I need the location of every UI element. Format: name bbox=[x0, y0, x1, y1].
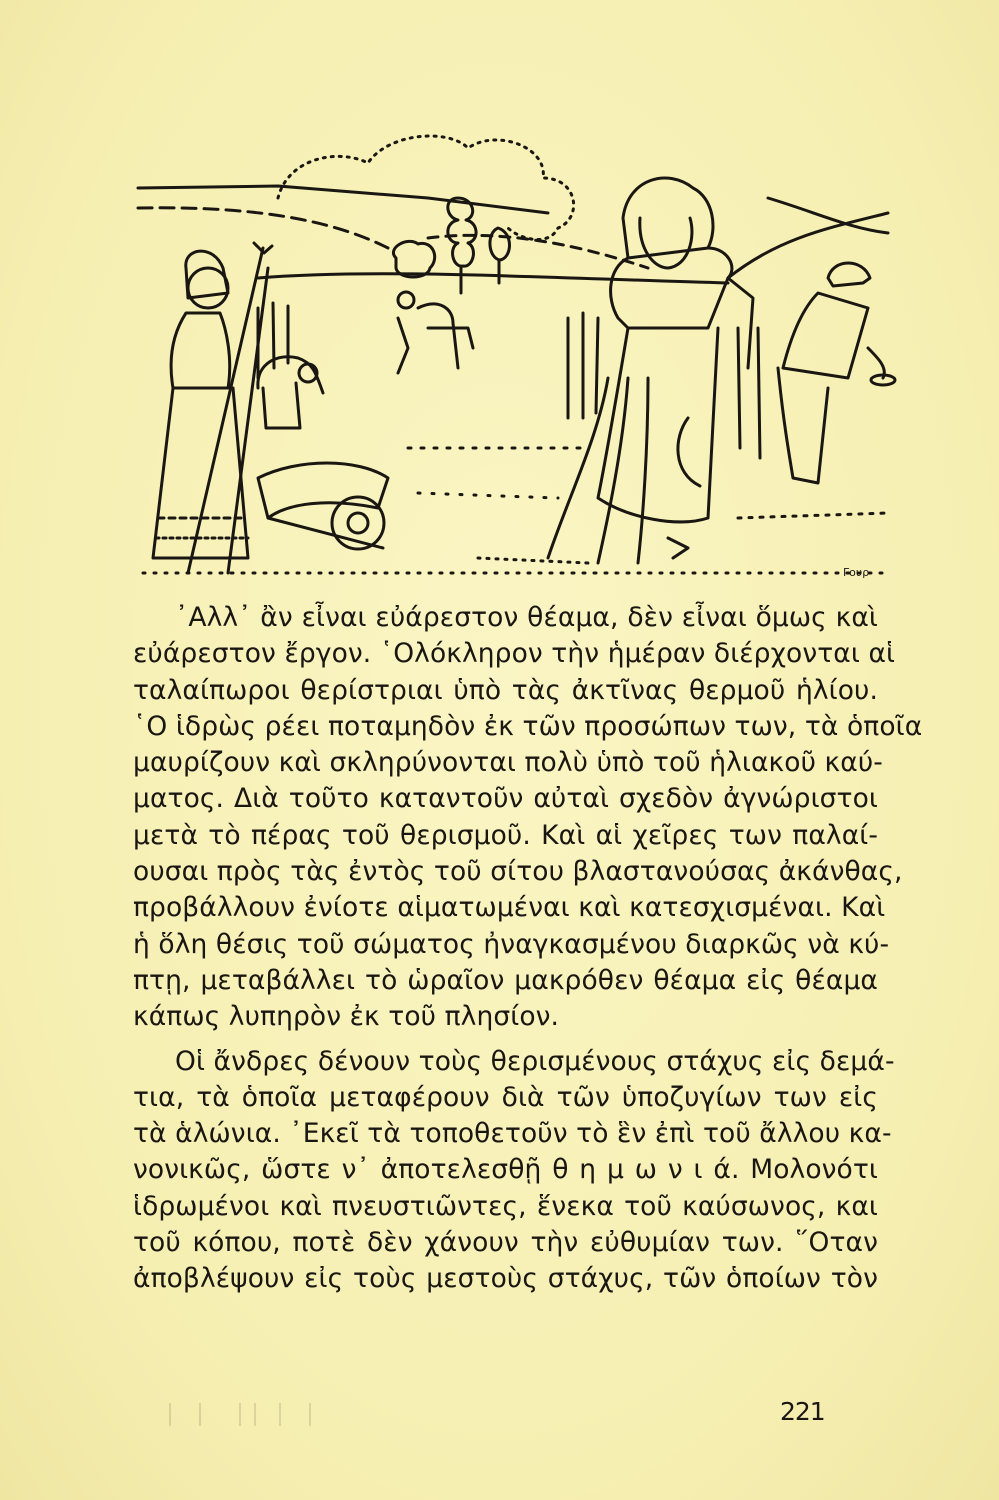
text-line: Οἱ ἄνδρες δένουν τοὺς θερισμένους στάχυς εἰς δεμά- bbox=[175, 1045, 895, 1077]
body-text bbox=[133, 600, 923, 1298]
text-line: τοῦ κόπου, ποτὲ δὲν χάνουν τὴν εὐθυμίαν των. ῞Οταν bbox=[133, 1227, 878, 1259]
text-line: μετὰ τὸ πέρας τοῦ θερισμοῦ. Καὶ αἱ χεῖρες των παλαί- bbox=[133, 819, 878, 851]
text-line: νονικῶς, ὥστε ν᾿ ἀποτελεσθῇ θ η μ ω ν ι ά. Μολονότι bbox=[133, 1154, 878, 1186]
text-line: ἱδρωμένοι καὶ πνευστιῶντες, ἕνεκα τοῦ καύσωνος, και bbox=[133, 1190, 878, 1222]
text-line: εὐάρεστον ἔργον. ῾Ολόκληρον τὴν ἡμέραν διέρχονται αἱ bbox=[133, 638, 896, 670]
text-line: κάπως λυπηρὸν ἐκ τοῦ πλησίον. bbox=[133, 1001, 560, 1033]
text-line: ἡ ὅλη θέσις τοῦ σώματος ἠναγκασμένου διαρκῶς νὰ κύ- bbox=[133, 928, 890, 960]
text-line: ταλαίπωροι θερίστριαι ὑπὸ τὰς ἀκτῖνας θερμοῦ ἡλίου. bbox=[133, 674, 878, 706]
text-line: μαυρίζουν καὶ σκληρύνονται πολὺ ὑπὸ τοῦ ἡλιακοῦ καύ- bbox=[133, 747, 883, 779]
paragraph-1 bbox=[133, 600, 923, 1036]
text-line: πτῃ, μεταβάλλει τὸ ὡραῖον μακρόθεν θέαμα εἰς θέαμα bbox=[133, 964, 878, 996]
harvest-scene-illustration bbox=[128, 118, 898, 588]
text-line: ᾿Αλλ᾿ ἂν εἶναι εὐάρεστον θέαμα, δὲν εἶναι ὅμως καὶ bbox=[175, 602, 878, 633]
paragraph-2 bbox=[133, 1044, 895, 1298]
text-line: τια, τὰ ὁποῖα μεταφέρουν διὰ τῶν ὑποζυγίων των εἰς bbox=[133, 1081, 878, 1113]
text-line: ἀποβλέψουν εἰς τοὺς μεστοὺς στάχυς, τῶν ὁποίων τὸν bbox=[133, 1263, 878, 1295]
text-line: προβάλλουν ἐνίοτε αἱματωμέναι καὶ κατεσχισμέναι. Καὶ bbox=[133, 892, 886, 924]
text-line: ματος. Διὰ τοῦτο καταντοῦν αὐταὶ σχεδὸν ἀγνώριστοι bbox=[133, 783, 878, 815]
text-line: ουσαι πρὸς τὰς ἐντὸς τοῦ σίτου βλαστανούσας ἀκάνθας, bbox=[133, 856, 903, 888]
illustrator-signature: Γουρ bbox=[843, 566, 870, 579]
text-line: ῾Ο ἱδρὼς ρέει ποταμηδὸν ἐκ τῶν προσώπων των, τὰ ὁποῖα bbox=[133, 710, 923, 742]
show-through-marks bbox=[160, 1398, 390, 1428]
page-number: 221 bbox=[780, 1397, 825, 1426]
text-line: τὰ ἁλώνια. ᾿Εκεῖ τὰ τοποθετοῦν τὸ ἓν ἐπὶ τοῦ ἄλλου κα- bbox=[133, 1118, 892, 1150]
